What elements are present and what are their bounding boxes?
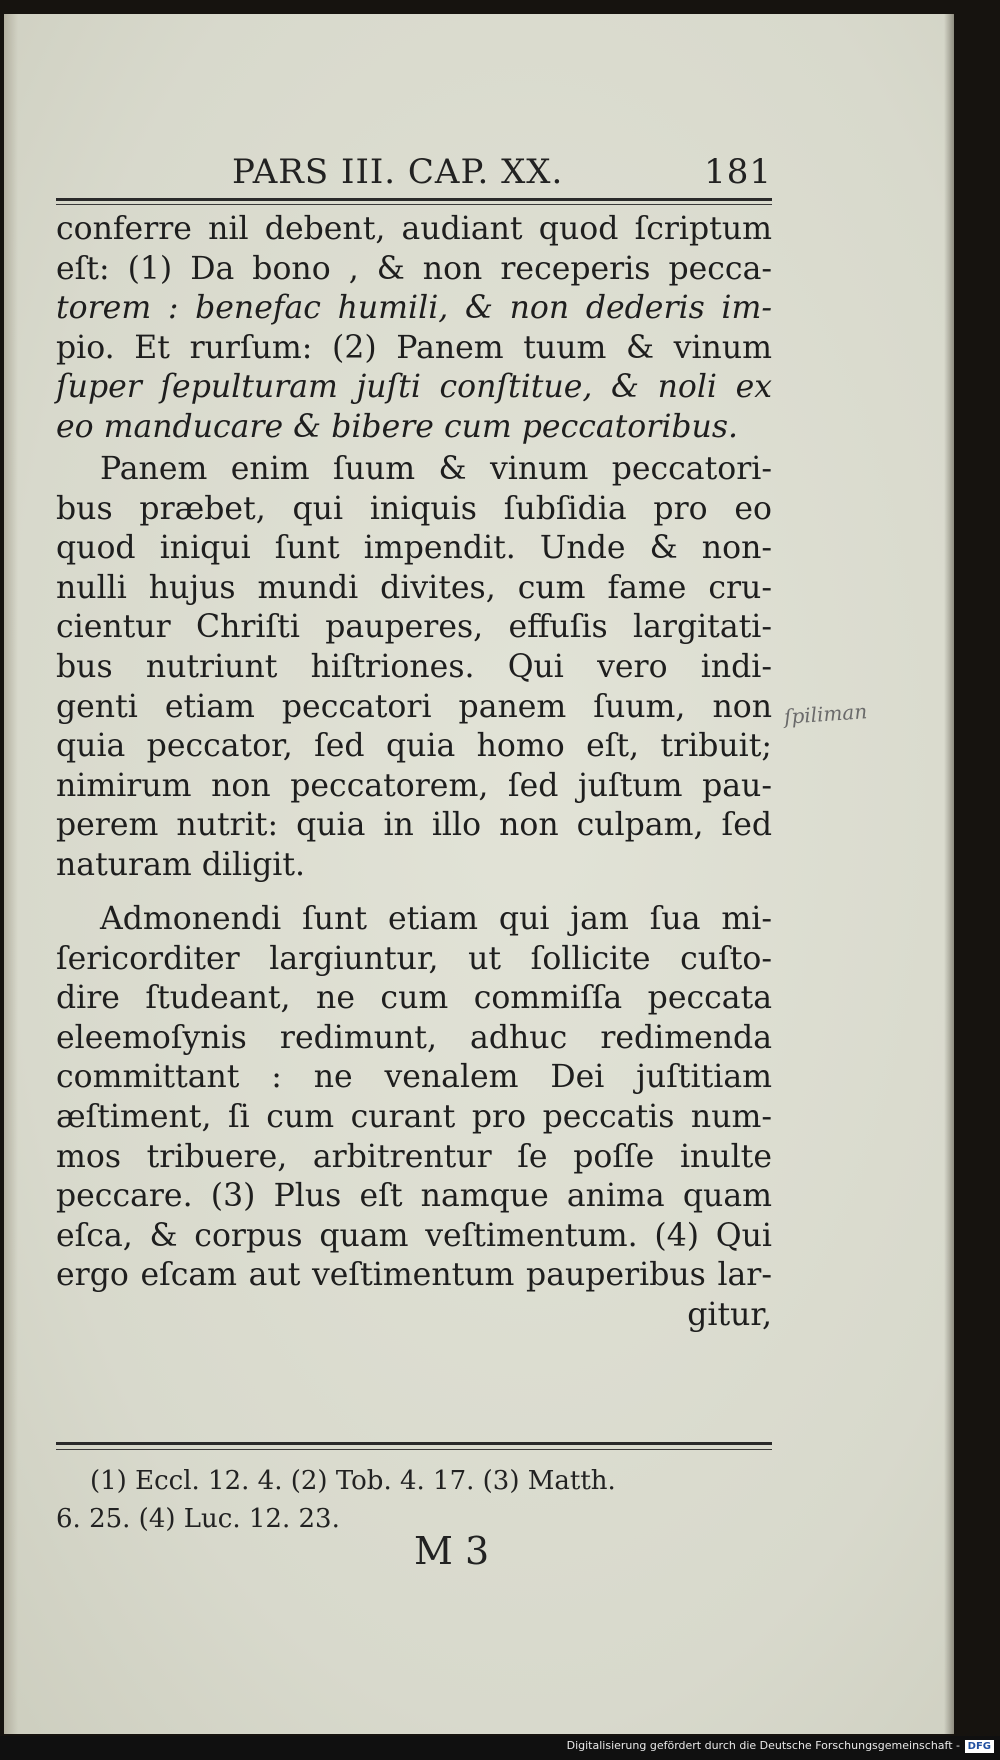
text-line: cientur Chriſti pauperes, effuſis largitati- [56,609,772,646]
text-line: mos tribuere, arbitrentur ſe poſſe inulte [56,1138,772,1175]
text-line: Admonendi ſunt etiam qui jam ſua mi- [100,901,772,937]
text-line: quod iniqui ſunt impendit. Unde & non- [56,530,772,567]
footnote-rule [56,1442,772,1445]
paragraph-1 [56,210,772,448]
text-line: gitur, [687,1296,772,1333]
footer-bar [0,1736,1000,1760]
text-line: eſt: (1) Da bono , & non receperis pecca- [56,250,772,287]
text-line: torem : benefac humili, & non dederis im- [56,290,772,327]
page-left-edge [4,14,18,1734]
footnotes [56,1462,772,1538]
footnote-line: 6. 25. (4) Luc. 12. 23. [56,1504,340,1534]
header-rule-thin [56,204,772,205]
page-right-edge [944,14,954,1734]
page-number: 181 [704,152,772,192]
text-line: bus præbet, qui iniquis ſubſidia pro eo [56,490,772,527]
text-line: dire ſtudeant, ne cum commiſſa peccata [56,980,772,1017]
header-title: PARS III. CAP. XX. [232,152,564,192]
header-rule [56,198,772,201]
text-line: eleemoſynis redimunt, adhuc redimenda [56,1019,772,1056]
text-line: eo manducare & bibere cum peccatoribus. [56,408,739,445]
text-line: quia peccator, ſed quia homo eſt, tribuit; [56,728,772,765]
text-line: ſericorditer largiuntur, ut ſollicite cuſto- [56,940,772,977]
book-page [4,14,954,1734]
paragraph-2 [56,450,772,886]
text-line: genti etiam peccatori panem ſuum, non [56,688,772,725]
text-line: conferre nil debent, audiant quod ſcriptum [56,211,772,247]
paragraph-3 [56,900,772,1336]
footnote-rule-thin [56,1449,772,1450]
text-line: Panem enim ſuum & vinum peccatori- [100,451,772,487]
footnote-line: (1) Eccl. 12. 4. (2) Tob. 4. 17. (3) Matth. [90,1466,616,1496]
text-line: pio. Et rurſum: (2) Panem tuum & vinum [56,329,772,366]
text-line: naturam diligit. [56,846,306,883]
text-line: bus nutriunt hiſtriones. Qui vero indi- [56,648,772,685]
text-line: æſtiment, ſi cum curant pro peccatis num- [56,1098,772,1135]
text-line: ergo eſcam aut veſtimentum pauperibus lar- [56,1257,772,1294]
text-line: nimirum non peccatorem, ſed juſtum pau- [56,767,772,804]
text-line: nulli hujus mundi divites, cum fame cru- [56,569,772,606]
text-line: ſuper ſepulturam juſti conſtitue, & noli ex [56,369,772,406]
footer-credit: Digitalisierung gefördert durch die Deutsche Forschungsgemeinschaft - [566,1739,960,1752]
dfg-logo: DFG [965,1740,994,1753]
text-line: peccare. (3) Plus eſt namque anima quam [56,1178,772,1215]
handwritten-margin-note: ſpiliman [783,699,868,729]
text-line: eſca, & corpus quam veſtimentum. (4) Qui [56,1217,772,1254]
text-line: perem nutrit: quia in illo non culpam, ſed [56,807,772,844]
text-line: committant : ne venalem Dei juſtitiam [56,1059,772,1096]
signature-mark: M 3 [414,1529,490,1573]
